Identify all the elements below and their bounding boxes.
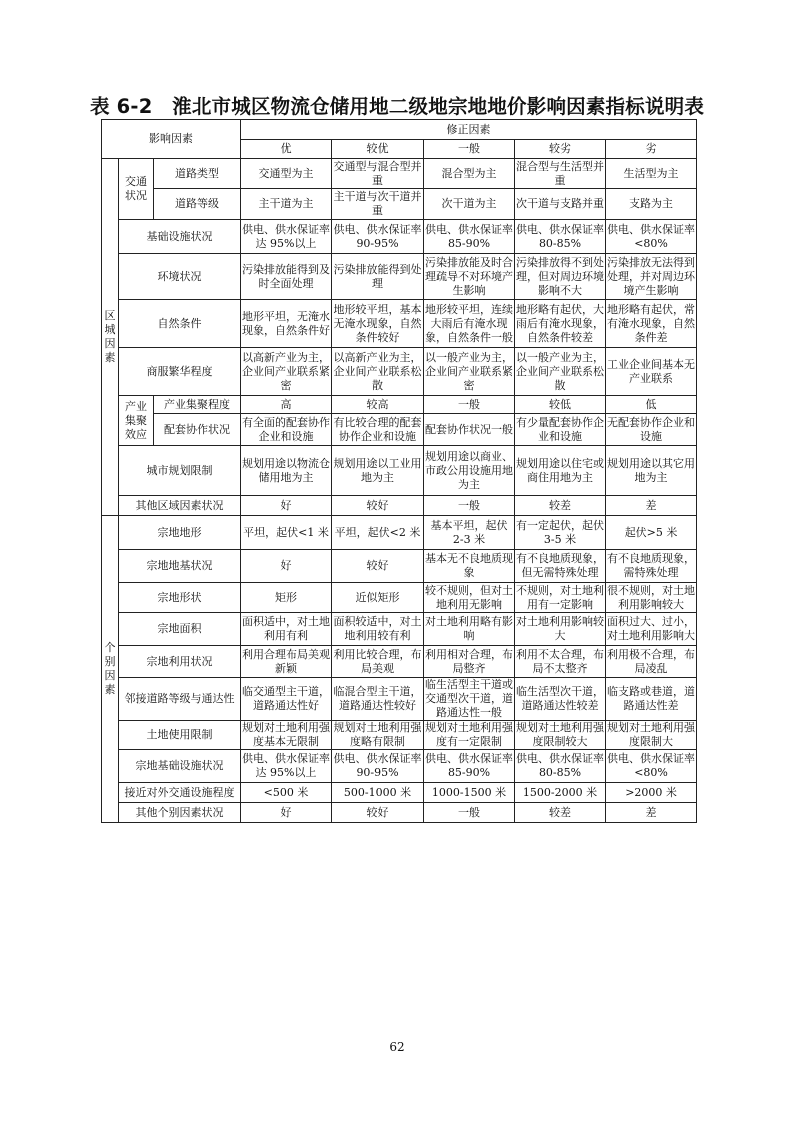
factor-value: 供电、供水保证率 80-85%	[515, 750, 606, 783]
factor-value: 面积较适中，对土地利用较有利	[332, 613, 424, 646]
table-row	[102, 721, 697, 750]
factor-value: 500-1000 米	[332, 783, 424, 803]
page-title: 表 6-2 淮北市城区物流仓储用地二级地宗地地价影响因素指标说明表	[89, 95, 705, 118]
factor-label: 宗地形状	[119, 583, 241, 613]
factor-value: 供电、供水保证率 90-95%	[332, 750, 424, 783]
factor-value: 供电、供水保证率达 95%以上	[241, 750, 332, 783]
factor-value: 面积过大、过小，对土地利用影响大	[606, 613, 697, 646]
factor-value: 基本无不良地质现象	[424, 550, 515, 583]
factor-value: 很不规则，对土地利用影响较大	[607, 583, 696, 611]
table-row	[102, 254, 697, 300]
factor-value: 临混合型主干道，道路通达性较好	[332, 678, 424, 721]
factor-value: 对土地利用影响较大	[515, 613, 606, 646]
table-row	[102, 583, 697, 613]
factor-label: 道路类型	[154, 159, 241, 189]
factor-value: 1000-1500 米	[424, 783, 515, 803]
factor-value: 地形较平坦，基本无淹水现象，自然条件较好	[332, 300, 424, 348]
factor-value: 地形平坦，无淹水现象，自然条件好	[241, 300, 332, 348]
factor-value: 污染排放能得到及时全面处理	[241, 254, 332, 300]
factor-value: 污染排放得不到处理，但对周边环境影响不大	[515, 254, 606, 300]
factor-value: 1500-2000 米	[515, 783, 606, 803]
factor-value: 高	[241, 396, 332, 414]
factor-value: 有少量配套协作企业和设施	[515, 414, 606, 446]
factor-value: 规划用途以住宅或商住用地为主	[515, 446, 606, 496]
table-row	[102, 189, 697, 220]
factor-label: 商服繁华程度	[119, 348, 241, 396]
factor-label: 环境状况	[119, 254, 241, 300]
factor-value: 利用不太合理，布局不太整齐	[515, 646, 606, 678]
table-row	[102, 159, 697, 189]
factor-value: 不规则，对土地利用有一定影响	[516, 583, 605, 611]
factor-value: 供电、供水保证率 <80%	[606, 220, 697, 254]
table-row	[102, 446, 697, 496]
factor-label: 道路等级	[154, 189, 241, 220]
factor-value: 平坦，起伏<2 米	[332, 516, 424, 550]
factor-header: 影响因素	[102, 120, 241, 159]
factor-value: 规划对土地利用强度基本无限制	[242, 721, 331, 748]
factor-value: 规划对土地利用强度限制较大	[516, 721, 605, 748]
factor-label: 其他个别因素状况	[119, 803, 241, 823]
factor-value: 差	[606, 496, 697, 516]
grade-header: 较优	[332, 140, 424, 159]
factor-value: 污染排放无法得到处理，并对周边环境产生影响	[606, 254, 697, 300]
factor-value: 较好	[332, 803, 424, 823]
factor-value: 工业企业间基本无产业联系	[606, 348, 697, 396]
factor-value: <500 米	[241, 783, 332, 803]
table-row	[102, 783, 697, 803]
factor-value: 面积适中，对土地利用有利	[241, 613, 332, 646]
factor-label: 宗地基础设施状况	[119, 750, 241, 783]
factor-value: 支路为主	[606, 189, 697, 220]
table-row	[102, 750, 697, 783]
factor-label: 产业集聚程度	[154, 396, 241, 414]
factor-label: 宗地利用状况	[119, 646, 241, 678]
factor-value: 次干道为主	[424, 189, 515, 220]
factor-value: 规划对土地利用强度限制大	[607, 721, 696, 748]
factor-value: 供电、供水保证率 <80%	[606, 750, 697, 783]
table-row	[102, 396, 697, 414]
factor-value: 有不良地质现象，需特殊处理	[606, 550, 697, 583]
factor-label: 配套协作状况	[154, 414, 241, 446]
factor-value: 利用相对合理，布局整齐	[424, 646, 515, 678]
factor-value: 利用比较合理，布局美观	[332, 646, 424, 678]
factor-value: 较不规则，但对土地利用无影响	[425, 583, 514, 611]
factor-label: 宗地地形	[119, 516, 241, 550]
factor-value: 地形较平坦，连续大雨后有淹水现象，自然条件一般	[424, 300, 515, 348]
grade-header: 较劣	[515, 140, 606, 159]
factor-value: 一般	[424, 496, 515, 516]
factor-label: 基础设施状况	[119, 220, 241, 254]
factor-value: 规划用途以商业、市政公用设施用地为主	[424, 446, 515, 496]
table-row	[102, 348, 697, 396]
regional-factors-group: 区城因素	[102, 159, 119, 516]
factor-value: 临生活型次干道，道路通达性较差	[515, 678, 606, 721]
header-row	[102, 120, 697, 140]
factor-value: 污染排放能及时合理疏导不对环境产生影响	[424, 254, 515, 300]
factor-value: 以高新产业为主，企业间产业联系紧密	[241, 348, 332, 396]
factor-value: 近似矩形	[332, 583, 424, 613]
grade-header: 劣	[606, 140, 697, 159]
factor-label: 其他区域因素状况	[119, 496, 241, 516]
traffic-group: 交通状况	[119, 159, 154, 220]
factor-value: 交通型与混合型并重	[333, 159, 422, 187]
table-row	[102, 613, 697, 646]
table-row	[102, 678, 697, 721]
factor-value: 矩形	[241, 583, 332, 613]
factor-value: 规划用途以物流仓储用地为主	[241, 446, 332, 496]
factor-value: 次干道与支路并重	[515, 189, 606, 220]
factor-label: 宗地地基状况	[119, 550, 241, 583]
industry-cluster-group: 产业集聚效应	[119, 396, 154, 446]
factor-value: >2000 米	[606, 783, 697, 803]
factor-value: 对土地利用略有影响	[424, 613, 515, 646]
correction-header: 修正因素	[241, 120, 697, 140]
table-row	[102, 803, 697, 823]
grade-header: 一般	[424, 140, 515, 159]
factor-value: 较差	[515, 496, 606, 516]
table-row	[102, 300, 697, 348]
factor-value: 差	[606, 803, 697, 823]
table-row	[102, 516, 697, 550]
table-row	[102, 414, 697, 446]
factor-value: 供电、供水保证率达 95%以上	[241, 220, 332, 254]
factor-value: 低	[606, 396, 697, 414]
factor-label: 城市规划限制	[119, 446, 241, 496]
factor-value: 一般	[424, 396, 515, 414]
factor-value: 供电、供水保证率 90-95%	[332, 220, 424, 254]
table-row	[102, 550, 697, 583]
factor-value: 临支路或巷道，道路通达性差	[606, 678, 697, 721]
factor-value: 规划对土地利用强度略有限制	[333, 721, 422, 748]
factor-label: 接近对外交通设施程度	[119, 783, 241, 803]
factor-value: 主干道为主	[241, 189, 332, 220]
factor-label: 自然条件	[119, 300, 241, 348]
factor-value: 有不良地质现象，但无需特殊处理	[515, 550, 606, 583]
factor-value: 较好	[332, 550, 424, 583]
factor-value: 供电、供水保证率 80-85%	[515, 220, 606, 254]
factor-value: 供电、供水保证率 85-90%	[424, 750, 515, 783]
factor-value: 较好	[332, 496, 424, 516]
factor-value: 无配套协作企业和设施	[606, 414, 697, 446]
factor-value: 规划用途以工业用地为主	[332, 446, 424, 496]
factor-value: 利用合理布局美观新颖	[241, 646, 332, 678]
factor-value: 临交通型主干道，道路通达性好	[241, 678, 332, 721]
individual-factors-group: 个别因素	[102, 516, 119, 823]
factor-value: 混合型为主	[424, 159, 515, 189]
factor-value: 供电、供水保证率 85-90%	[424, 220, 515, 254]
factor-table	[101, 119, 697, 823]
factor-label: 土地使用限制	[119, 721, 241, 750]
factor-value: 规划用途以其它用地为主	[606, 446, 697, 496]
factor-value: 好	[241, 803, 332, 823]
page-number: 62	[389, 1040, 405, 1054]
factor-value: 较低	[515, 396, 606, 414]
factor-value: 以一般产业为主，企业间产业联系松散	[515, 348, 606, 396]
factor-value: 好	[241, 496, 332, 516]
factor-value: 一般	[424, 803, 515, 823]
factor-value: 生活型为主	[606, 159, 697, 189]
factor-value: 有比较合理的配套协作企业和设施	[332, 414, 424, 446]
factor-value: 主干道与次干道并重	[332, 189, 424, 220]
factor-value: 地形略有起伏，常有淹水现象，自然条件差	[606, 300, 697, 348]
factor-value: 规划对土地利用强度有一定限制	[425, 721, 514, 748]
factor-value: 有全面的配套协作企业和设施	[241, 414, 332, 446]
table-row	[102, 496, 697, 516]
factor-value: 有一定起伏，起伏 3-5 米	[515, 516, 606, 550]
factor-value: 混合型与生活型并重	[516, 159, 605, 187]
factor-value: 地形略有起伏，大雨后有淹水现象，自然条件较差	[515, 300, 606, 348]
factor-value: 临生活型主干道或交通型次干道，道路通达性一般	[425, 678, 514, 719]
factor-value: 利用极不合理，布局凌乱	[606, 646, 697, 678]
factor-value: 交通型为主	[241, 159, 332, 189]
factor-value: 以高新产业为主，企业间产业联系松散	[332, 348, 424, 396]
factor-value: 较差	[515, 803, 606, 823]
grade-header: 优	[241, 140, 332, 159]
factor-value: 基本平坦，起伏 2-3 米	[424, 516, 515, 550]
table-row	[102, 220, 697, 254]
factor-value: 平坦，起伏<1 米	[241, 516, 332, 550]
table-row	[102, 646, 697, 678]
factor-value: 以一般产业为主，企业间产业联系紧密	[424, 348, 515, 396]
factor-value: 较高	[332, 396, 424, 414]
factor-value: 起伏>5 米	[606, 516, 697, 550]
factor-value: 污染排放能得到处理	[332, 254, 424, 300]
factor-value: 好	[241, 550, 332, 583]
factor-value: 配套协作状况一般	[424, 414, 515, 446]
factor-label: 邻接道路等级与通达性	[119, 678, 241, 721]
factor-label: 宗地面积	[119, 613, 241, 646]
